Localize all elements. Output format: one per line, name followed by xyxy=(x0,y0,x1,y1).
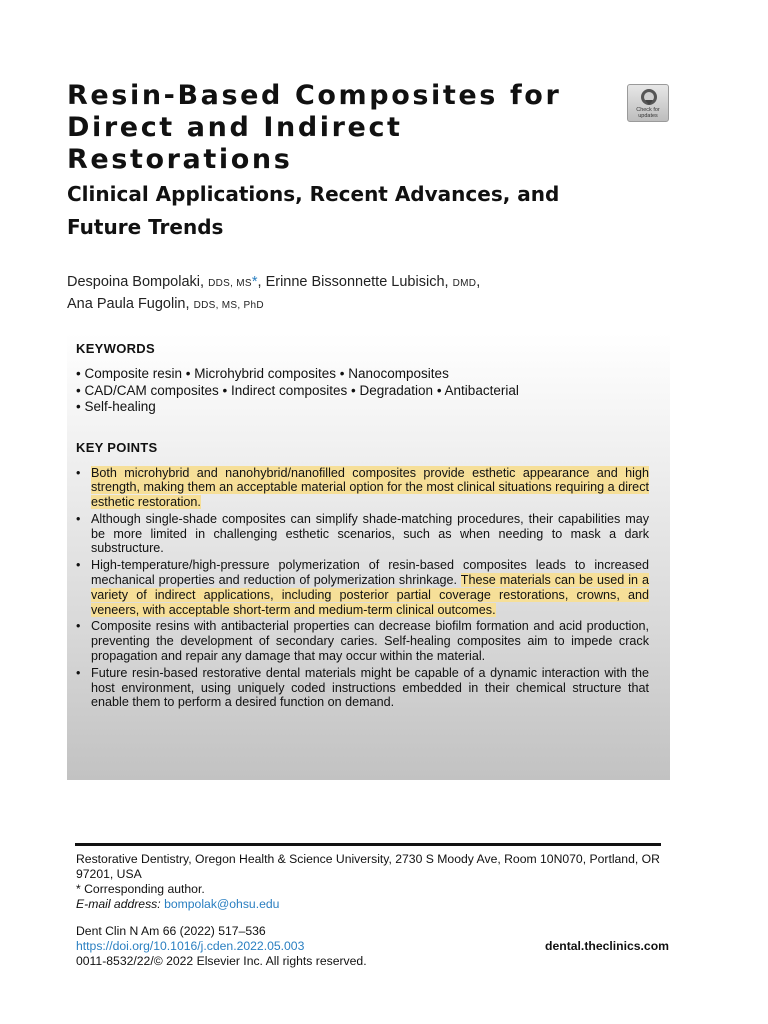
keywords-heading: KEYWORDS xyxy=(76,341,155,356)
key-point xyxy=(76,466,649,510)
key-point-highlight: Both microhybrid and nanohybrid/nanofilled composites provide esthetic appearance and high strength, making them an acceptable material option for the most clinical situations requiring a direct esthetic restoration. xyxy=(91,465,649,510)
article-title: Resin-Based Composites for Direct and Indirect Restorations xyxy=(67,80,562,175)
key-point-highlight: These materials can be used in a variety of indirect applications, including posterior partial coverage restorations, crowns, and veneers, with acceptable short-term and medium-term clinical outcomes. xyxy=(91,573,649,617)
key-points-list xyxy=(76,466,649,711)
author-degrees: DMD xyxy=(452,278,477,289)
email-label: E-mail address: xyxy=(76,897,161,911)
bullet: • xyxy=(76,511,81,526)
copyright: 0011-8532/22/© 2022 Elsevier Inc. All rights reserved. xyxy=(76,954,367,968)
key-points-heading: KEY POINTS xyxy=(76,439,158,455)
corresponding-marker[interactable]: * xyxy=(251,274,258,290)
key-point xyxy=(76,558,649,617)
keywords-list xyxy=(76,366,649,416)
key-point-text: Although single-shade composites can simplify shade-matching procedures, their capabilities may be more limited in challenging esthetic scenarios, such as when needing to mask a dark substructure. xyxy=(91,511,649,556)
crossmark-icon xyxy=(639,87,659,107)
badge-text: Check for updates xyxy=(636,107,660,119)
author-list: Despoina Bompolaki, DDS, MS*, Erinne Bissonnette Lubisich, DMD, Ana Paula Fugolin, DDS, MS, PhD xyxy=(67,274,481,312)
bullet: • xyxy=(76,619,81,634)
author-separator: , xyxy=(476,274,481,290)
footnotes xyxy=(76,852,676,912)
corresponding-note: * Corresponding author. xyxy=(76,882,205,896)
citation-block xyxy=(76,924,496,969)
author-degrees: DDS, MS, PhD xyxy=(193,300,264,311)
key-point xyxy=(76,666,649,710)
journal-citation: Dent Clin N Am 66 (2022) 517–536 xyxy=(76,924,266,938)
key-point xyxy=(76,619,649,663)
affiliation: Restorative Dentistry, Oregon Health & Science University, 2730 S Moody Ave, Room 10N070, Portland, OR 97201, USA xyxy=(76,852,660,881)
author-degrees: DDS, MS xyxy=(208,278,252,289)
key-point xyxy=(76,512,649,556)
bullet: • xyxy=(76,558,81,573)
key-point-text: High-temperature/high-pressure polymerization of resin-based composites leads to increased mechanical properties and reduction of polymerization shrinkage. xyxy=(91,558,649,588)
author-name: Despoina Bompolaki xyxy=(67,274,200,290)
check-for-updates-badge[interactable] xyxy=(627,84,669,122)
footer-divider xyxy=(75,843,661,846)
journal-site-link[interactable]: dental.theclinics.com xyxy=(545,939,669,953)
email-link[interactable]: bompolak@ohsu.edu xyxy=(164,897,280,911)
email-line xyxy=(76,897,676,912)
article-subtitle: Clinical Applications, Recent Advances, and Future Trends xyxy=(67,182,560,239)
author-name: Erinne Bissonnette Lubisich xyxy=(265,274,445,290)
abstract-box xyxy=(67,333,670,780)
keyword-line: • Composite resin • Microhybrid composites • Nanocomposites xyxy=(76,366,449,381)
author-name: Ana Paula Fugolin xyxy=(67,296,186,312)
author-separator: , xyxy=(257,274,266,290)
key-point-text: Composite resins with antibacterial properties can decrease biofilm formation and acid production, preventing the development of secondary caries. Self-healing composites aim to impede crack propagation and repair any damage that may occur within the material. xyxy=(91,619,649,664)
doi-link[interactable]: https://doi.org/10.1016/j.cden.2022.05.003 xyxy=(76,939,305,953)
key-point-text: Future resin-based restorative dental materials might be capable of a dynamic interaction with the host environment, using uniquely coded instructions embedded in their chemical structure that enable them to perform a desired function on demand. xyxy=(91,665,649,710)
bullet: • xyxy=(76,665,81,680)
keyword-line: • Self-healing xyxy=(76,399,156,414)
bullet: • xyxy=(76,465,81,480)
keyword-line: • CAD/CAM composites • Indirect composites • Degradation • Antibacterial xyxy=(76,382,519,398)
